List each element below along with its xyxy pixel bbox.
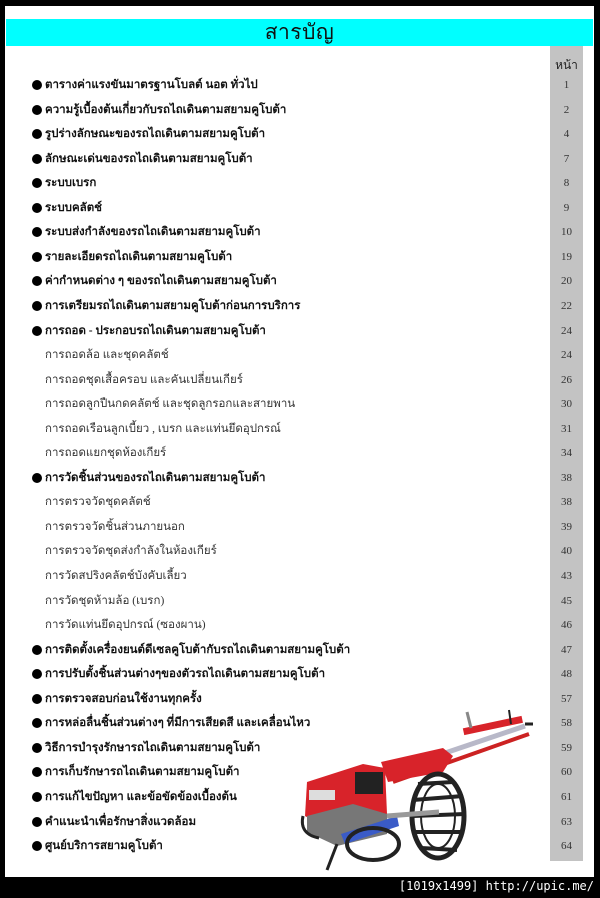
- toc-entry-label: การวัดชุดห้ามล้อ (เบรก): [45, 594, 165, 607]
- toc-entry-page: 57: [561, 692, 572, 705]
- toc-entry[interactable]: [5, 74, 594, 96]
- toc-entry-page: 31: [561, 422, 572, 435]
- toc-entry-page: 30: [561, 398, 572, 411]
- toc-entry-label: ค่ากำหนดต่าง ๆ ของรถไถเดินตามสยามคูโบต้า: [45, 275, 277, 288]
- toc-entry-label: วิธีการบำรุงรักษารถไถเดินตามสยามคูโบต้า: [45, 741, 261, 754]
- toc-entry[interactable]: [5, 197, 594, 219]
- bullet-icon: [32, 301, 42, 311]
- toc-entry[interactable]: [5, 221, 594, 243]
- toc-entry[interactable]: [5, 663, 594, 685]
- toc-entry[interactable]: [5, 320, 594, 342]
- toc-entry[interactable]: [5, 246, 594, 268]
- toc-entry[interactable]: [5, 590, 594, 612]
- toc-entry-label: การถอดลูกปืนกดคลัตช์ และชุดลูกรอกและสายพาน: [45, 398, 296, 411]
- toc-entry[interactable]: [5, 148, 594, 170]
- bullet-icon: [32, 841, 42, 851]
- toc-entry[interactable]: [5, 614, 594, 636]
- toc-entry-page: 63: [561, 815, 572, 828]
- toc-entry-page: 10: [561, 226, 572, 239]
- toc-page: [5, 6, 594, 877]
- toc-entry-page: 64: [561, 840, 572, 853]
- bullet-icon: [32, 178, 42, 188]
- bullet-icon: [32, 694, 42, 704]
- toc-entry-label: การถอดล้อ และชุดคลัตช์: [45, 349, 169, 362]
- bullet-icon: [32, 252, 42, 262]
- toc-entry[interactable]: [5, 442, 594, 464]
- toc-entry[interactable]: [5, 418, 594, 440]
- toc-entry-label: รายละเอียดรถไถเดินตามสยามคูโบต้า: [45, 250, 233, 263]
- toc-entry-page: 22: [561, 299, 572, 312]
- toc-entry[interactable]: [5, 491, 594, 513]
- bullet-icon: [32, 817, 42, 827]
- toc-entry-page: 4: [563, 128, 570, 141]
- toc-entry[interactable]: [5, 123, 594, 145]
- toc-entry-label: การแก้ไขปัญหา และข้อขัดข้องเบื้องต้น: [45, 790, 237, 803]
- toc-entry-label: ระบบคลัตช์: [45, 201, 102, 214]
- toc-entry-page: 45: [561, 594, 572, 607]
- title-band: [6, 19, 593, 46]
- toc-entry[interactable]: [5, 393, 594, 415]
- toc-entry-page: 7: [563, 152, 570, 165]
- bullet-icon: [32, 227, 42, 237]
- toc-entry-page: 26: [561, 373, 572, 386]
- tractor-image: [293, 704, 545, 874]
- toc-entry-page: 1: [563, 79, 570, 91]
- toc-entry-label: ศูนย์บริการสยามคูโบต้า: [45, 840, 163, 853]
- toc-entry-label: การถอด - ประกอบรถไถเดินตามสยามคูโบต้า: [45, 324, 266, 337]
- toc-entry[interactable]: [5, 99, 594, 121]
- toc-entry[interactable]: [5, 369, 594, 391]
- toc-entry-label: การเก็บรักษารถไถเดินตามสยามคูโบต้า: [45, 766, 240, 779]
- toc-entry-label: การปรับตั้งชิ้นส่วนต่างๆของตัวรถไถเดินตามสยามคูโบต้า: [45, 668, 326, 681]
- toc-entry-page: 8: [563, 177, 570, 190]
- toc-entry-label: การถอดเรือนลูกเบี้ยว , เบรก และแท่นยึดอุปกรณ์: [45, 422, 281, 435]
- toc-entry-page: 61: [561, 790, 572, 803]
- toc-entry[interactable]: [5, 639, 594, 661]
- watermark: [1019x1499] http://upic.me/: [398, 879, 594, 893]
- toc-entry[interactable]: [5, 344, 594, 366]
- toc-entry-label: การวัดสปริงคลัตช์บังคับเลี้ยว: [45, 570, 187, 582]
- toc-entry-page: 40: [561, 545, 572, 558]
- bullet-icon: [32, 203, 42, 213]
- toc-entry[interactable]: [5, 467, 594, 489]
- toc-entry-page: 24: [561, 324, 572, 337]
- bullet-icon: [32, 154, 42, 164]
- toc-entry-label: การตรวจวัดชุดคลัตช์: [45, 496, 151, 509]
- bullet-icon: [32, 669, 42, 679]
- bullet-icon: [32, 80, 42, 90]
- toc-entry[interactable]: [5, 565, 594, 587]
- toc-entry-label: การตรวจวัดชิ้นส่วนภายนอก: [45, 520, 185, 533]
- toc-entry-label: รูปร่างลักษณะของรถไถเดินตามสยามคูโบต้า: [45, 128, 266, 141]
- bullet-icon: [32, 645, 42, 655]
- toc-entry-label: ระบบส่งกำลังของรถไถเดินตามสยามคูโบต้า: [45, 226, 261, 239]
- toc-entry-label: การวัดชิ้นส่วนของรถไถเดินตามสยามคูโบต้า: [45, 471, 266, 484]
- bullet-icon: [32, 129, 42, 139]
- toc-entry-page: 39: [561, 520, 572, 533]
- page-column-header: หน้า: [555, 58, 578, 72]
- toc-entry-page: 20: [561, 275, 572, 288]
- toc-entry-page: 43: [561, 570, 572, 582]
- toc-entry-page: 58: [561, 717, 572, 730]
- toc-entry-label: การตรวจสอบก่อนใช้งานทุกครั้ง: [45, 692, 202, 705]
- toc-entry-label: ตารางค่าแรงขันมาตรฐานโบลต์ นอต ทั่วไป: [45, 79, 258, 91]
- toc-entry-page: 47: [561, 643, 572, 656]
- toc-entry-page: 59: [561, 741, 572, 754]
- toc-entry-page: 24: [561, 349, 572, 362]
- toc-entry[interactable]: [5, 295, 594, 317]
- toc-entry-label: การเตรียมรถไถเดินตามสยามคูโบต้าก่อนการบริการ: [45, 299, 301, 312]
- bullet-icon: [32, 792, 42, 802]
- page-title: สารบัญ: [264, 20, 335, 44]
- toc-entry-label: การติดตั้งเครื่องยนต์ดีเซลคูโบต้ากับรถไถเดินตามสยามคูโบต้า: [45, 643, 351, 656]
- toc-entry[interactable]: [5, 516, 594, 538]
- toc-entry[interactable]: [5, 270, 594, 292]
- toc-entry-label: ลักษณะเด่นของรถไถเดินตามสยามคูโบต้า: [45, 152, 253, 165]
- toc-entry-label: การถอดชุดเสื้อครอบ และคันเปลี่ยนเกียร์: [45, 373, 243, 386]
- toc-entry-label: การวัดแท่นยึดอุปกรณ์ (ซองผาน): [45, 619, 206, 632]
- bullet-icon: [32, 767, 42, 777]
- bullet-icon: [32, 326, 42, 336]
- toc-entry-label: การหล่อลื่นชิ้นส่วนต่างๆ ที่มีการเสียดสี และเคลื่อนไหว: [45, 717, 311, 730]
- toc-entry-page: 34: [561, 447, 572, 460]
- bullet-icon: [32, 743, 42, 753]
- bullet-icon: [32, 718, 42, 728]
- toc-entry-label: คำแนะนำเพื่อรักษาสิ่งแวดล้อม: [45, 815, 197, 828]
- toc-entry-label: ความรู้เบื้องต้นเกี่ยวกับรถไถเดินตามสยามคูโบต้า: [45, 103, 287, 116]
- toc-entry-page: 19: [561, 250, 572, 263]
- bullet-icon: [32, 276, 42, 286]
- toc-entry[interactable]: [5, 540, 594, 562]
- toc-entry-label: การถอดแยกชุดห้องเกียร์: [45, 447, 167, 460]
- toc-entry[interactable]: [5, 172, 594, 194]
- toc-entry-page: 9: [563, 201, 570, 214]
- toc-entry-page: 46: [561, 619, 572, 632]
- toc-entry-label: ระบบเบรก: [45, 177, 97, 190]
- bullet-icon: [32, 473, 42, 483]
- bullet-icon: [32, 105, 42, 115]
- toc-entry-page: 60: [561, 766, 572, 779]
- toc-entry-page: 2: [563, 103, 570, 116]
- toc-entry-page: 48: [561, 668, 572, 681]
- toc-entry-page: 38: [561, 496, 572, 509]
- toc-entry-label: การตรวจวัดชุดส่งกำลังในห้องเกียร์: [45, 545, 217, 558]
- toc-entry-page: 38: [561, 471, 572, 484]
